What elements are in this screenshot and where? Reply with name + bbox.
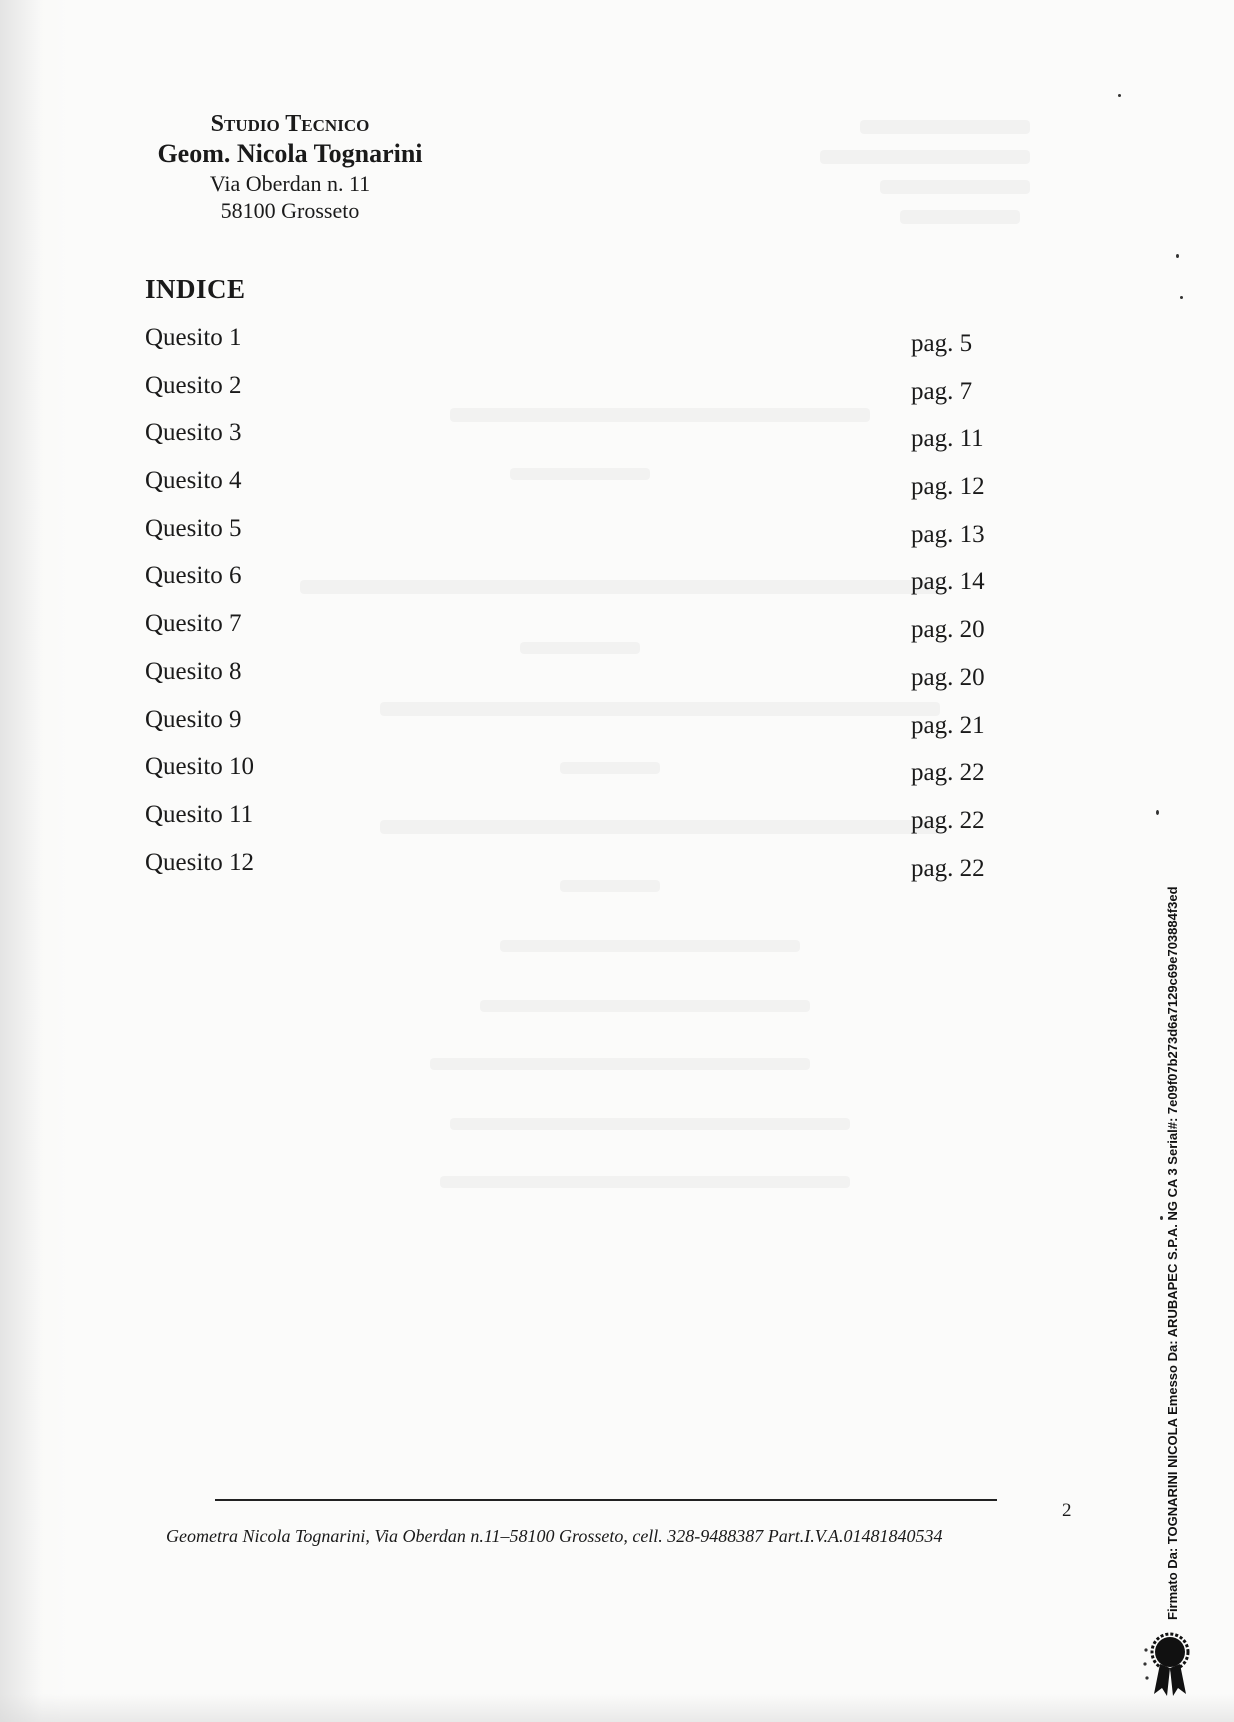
surveyor-name: Geom. Nicola Tognarini [157, 139, 423, 168]
toc-row [145, 847, 995, 895]
table-of-contents [145, 322, 995, 894]
toc-label: Quesito 6 [145, 562, 242, 590]
scan-speck [1160, 1216, 1163, 1220]
studio-label: Studio Tecnico [210, 111, 370, 137]
index-title: INDICE [145, 274, 246, 304]
toc-page: pag. 21 [911, 711, 985, 739]
footer-divider [215, 1499, 997, 1501]
toc-page: pag. 11 [911, 425, 984, 453]
address-street: Via Oberdan n. 11 [209, 171, 371, 196]
letterhead [140, 110, 440, 224]
toc-page: pag. 20 [911, 663, 985, 691]
toc-row [145, 465, 995, 513]
toc-label: Quesito 11 [145, 800, 254, 828]
toc-page: pag. 12 [911, 473, 985, 501]
scan-speck [1156, 810, 1159, 815]
scan-speck [1180, 296, 1183, 299]
toc-label: Quesito 5 [145, 514, 242, 542]
toc-page: pag. 20 [911, 616, 985, 644]
toc-row [145, 417, 995, 465]
toc-label: Quesito 9 [145, 705, 242, 733]
toc-label: Quesito 8 [145, 657, 242, 685]
toc-page: pag. 13 [911, 520, 985, 548]
toc-row [145, 560, 995, 608]
toc-row [145, 656, 995, 704]
address-city: 58100 Grosseto [220, 198, 360, 223]
toc-row [145, 513, 995, 561]
digital-signature-text: Firmato Da: TOGNARINI NICOLA Emesso Da: ARUBAPEC S.P.A. NG CA 3 Serial#: 7e09f07b273d6a7129c69e703884f3ed [1165, 886, 1180, 1620]
toc-row [145, 704, 995, 752]
toc-page: pag. 22 [911, 806, 985, 834]
page-number: 2 [1062, 1500, 1072, 1521]
toc-label: Quesito 2 [145, 371, 242, 399]
toc-label: Quesito 7 [145, 610, 242, 638]
scan-speck [1176, 254, 1179, 258]
toc-row [145, 799, 995, 847]
toc-label: Quesito 12 [145, 848, 255, 876]
footer-contact: Geometra Nicola Tognarini, Via Oberdan n.11–58100 Grosseto, cell. 328-9488387 Part.I.V.A.01481840534 [166, 1526, 943, 1546]
toc-label: Quesito 1 [145, 324, 242, 351]
toc-page: pag. 14 [911, 568, 985, 596]
scan-speck [1118, 94, 1121, 97]
toc-row [145, 370, 995, 418]
toc-page: pag. 22 [911, 854, 985, 882]
toc-page: pag. 5 [911, 330, 973, 357]
toc-page: pag. 7 [911, 377, 973, 405]
seal-icon [1140, 1630, 1196, 1700]
toc-page: pag. 22 [911, 759, 985, 787]
toc-label: Quesito 4 [145, 467, 242, 495]
toc-row [145, 322, 995, 370]
toc-label: Quesito 10 [145, 753, 255, 781]
toc-row [145, 608, 995, 656]
toc-row [145, 751, 995, 799]
toc-label: Quesito 3 [145, 419, 242, 447]
